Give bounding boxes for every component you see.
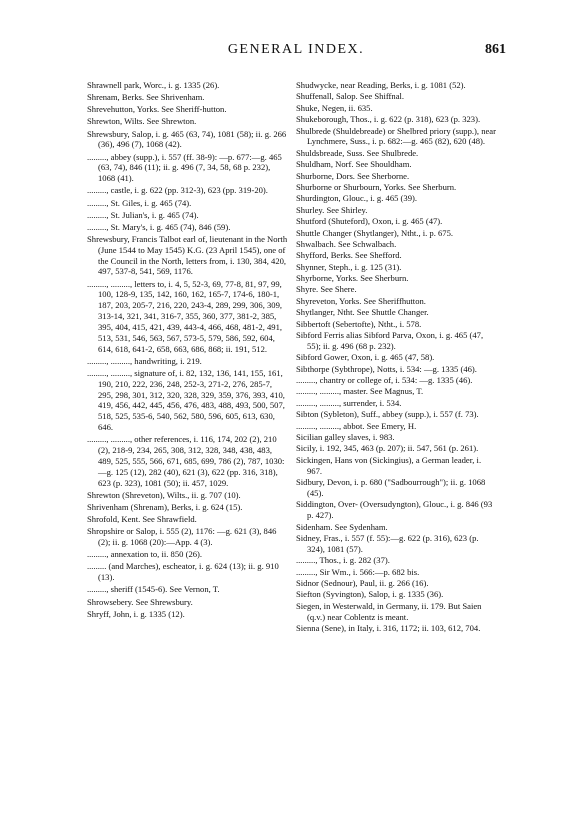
index-entry: Shrenam, Berks. See Shrivenham. (87, 92, 205, 103)
index-entry: ........., Thos., i. g. 282 (37). (296, 555, 390, 566)
index-entry: Shudwycke, near Reading, Berks, i. g. 1081 (52). (296, 80, 466, 90)
index-entry: Shuldham, Norf. See Shouldham. (296, 159, 412, 170)
index-entry: Siegen, in Westerwald, in Germany, ii. 179. But Saien (q.v.) near Coblentz is meant. (296, 600, 482, 622)
index-entry: Shrowsebery. See Shrewsbury. (87, 596, 193, 607)
index-entry: ........., ........., letters to, i. 4, 5, 52-3, 69, 77-8, 81, 97, 99, 100, 128-9, 135, 142, 160, 162, 165-7, 174-6, 180-1, 187, 203, 205-7, 216, 220, 243-4, 289, 299, 306, 309, 313-14, 321, 341, 316-7, 355, 360, 377, 381-2, 385, 395, 404, 415, 421, 439, 443-4, 466, 468, 481-2, 491, 513, 531, 546, 563, 567, 573-5, 579, 586, 592, 604, 614, 618, 641-2, 658, 663, 686, 868; ii. 191, 512. (87, 278, 283, 354)
right-column (296, 80, 498, 634)
index-entry: Shrevehutton, Yorks. See Sheriff-hutton. (87, 104, 227, 115)
index-entry: Shuffenall, Salop. See Shiffnal. (296, 91, 405, 102)
index-entry: Shyre. See Shere. (296, 284, 357, 295)
index-entry: Sicilian galley slaves, i. 983. (296, 432, 395, 443)
index-entry: Shynner, Steph., i. g. 125 (31). (296, 261, 402, 272)
index-entry: ........., ........., master. See Magnus, T. (296, 386, 424, 397)
index-entry: ........., ........., surrender, i. 534. (296, 397, 402, 408)
index-entry: ........., castle, i. g. 622 (pp. 312-3), 623 (pp. 319-20). (87, 185, 268, 196)
index-entry: Sidney, Fras., i. 557 (f. 55):—g. 622 (p. 316), 623 (p. 324), 1081 (57). (296, 532, 479, 554)
index-entry: ........., ........., signature of, i. 82, 132, 136, 141, 155, 161, 190, 210, 222, 236, 248, 252-3, 271-2, 276, 285-7, 295, 298, 301, 312, 320, 328, 329, 359, 376, 393, 410, 419, 456, 442, 445, 456, 476, 483, 488, 493, 500, 507, 518, 525, 535-6, 540, 562, 580, 596, 605, 613, 630, 646. (87, 367, 285, 433)
left-column (87, 80, 289, 621)
index-entry: Shuke, Negen, ii. 635. (296, 102, 373, 113)
index-entry: Sibford Gower, Oxon, i. g. 465 (47, 58). (296, 352, 435, 363)
index-entry: Sibford Ferris alias Sibford Parva, Oxon, i. g. 465 (47, 55); ii. g. 496 (68 p. 232). (296, 330, 484, 351)
index-entry: ........., St. Julian's, i. g. 465 (74). (87, 209, 199, 220)
index-entry: Shrewsbury, Francis Talbot earl of, lieutenant in the North (June 1544 to May 1545) K.G. (23 April 1545), one of the Council in the North, letters from, i. 130, 384, 420, 497, 537-8, 541, 569, 1176. (87, 233, 288, 277)
index-entry: Shropshire or Salop, i. 555 (2), 1176: —g. 621 (3), 846 (2); ii. g. 1068 (20):—App. 4 (3). (87, 526, 277, 548)
index-entry: Shrewsbury, Salop, i. g. 465 (63, 74), 1081 (58); ii. g. 266 (36), 496 (7), 1068 (42). (87, 128, 287, 150)
index-entry: Shrofold, Kent. See Shrawfield. (87, 514, 197, 525)
index-entry: ........., ........., other references, i. 116, 174, 202 (2), 210 (2), 218-9, 234, 265, 308, 312, 328, 348, 438, 483, 489, 525, 555, 566, 671, 685, 699, 786 (2), 787, 1030:—g. 125 (12), 282 (40), 621 (3), 622 (pp. 316, 318), 623 (p. 323), 1081 (50); ii. 457, 1029. (87, 434, 285, 488)
index-entry: ........., ........., abbot. See Emery, H. (296, 420, 417, 431)
index-entry: Shrawnell park, Worc., i. g. 1335 (26). (87, 80, 220, 90)
index-entry: Shrewton, Wilts. See Shrewton. (87, 116, 197, 127)
index-entry: Shuttle Changer (Shytlanger), Ntht., i. p. 675. (296, 227, 454, 238)
index-entry: ........., sheriff (1545-6). See Vernon, T. (87, 584, 220, 595)
index-entry: Shwalbach. See Schwalbach. (296, 238, 397, 249)
index-entry: ......... (and Marches), escheator, i. g. 624 (13); ii. g. 910 (13). (87, 561, 279, 583)
index-entry: Shukeborough, Thos., i. g. 622 (p. 318), 623 (p. 323). (296, 114, 481, 125)
page-number: 861 (485, 42, 506, 57)
index-entry: Shytlanger, Ntht. See Shuttle Changer. (296, 307, 429, 318)
index-entry: Siddington, Over- (Oversudyngton), Glouc., i. g. 846 (93 p. 427). (296, 499, 493, 521)
index-entry: ........., St. Giles, i. g. 465 (74). (87, 197, 192, 208)
index-entry: ........., abbey (supp.), i. 557 (ff. 38-9): —p. 677:—g. 465 (63, 74), 846 (11); ii. g. 496 (7, 34, 58, 68 p. 232), 1068 (41). (87, 151, 282, 184)
index-entry: Sidbury, Devon, i. p. 680 ("Sadbourrough"); ii. g. 1068 (45). (296, 477, 486, 498)
running-title: GENERAL INDEX. (227, 42, 365, 57)
index-entry: Siefton (Syvington), Salop, i. g. 1335 (36). (296, 589, 444, 600)
index-entry: Shuldsbreade, Suss. See Shulbrede. (296, 147, 419, 158)
index-entry: Sibthorpe (Sybthrope), Notts, i. 534: —g. 1335 (46). (296, 363, 477, 374)
index-entry: Sicily, i. 192, 345, 463 (p. 207); ii. 547, 561 (p. 261). (296, 443, 479, 454)
index-entry: Shyreveton, Yorks. See Sheriffhutton. (296, 295, 426, 306)
index-entry: Sidnor (Sednour), Paul, ii. g. 266 (16). (296, 577, 429, 588)
index-entry: Sidenham. See Sydenham. (296, 521, 388, 532)
index-entry: Shutford (Shuteford), Oxon, i. g. 465 (47). (296, 216, 443, 227)
index-entry: ........., Sir Wm., i. 566:—p. 682 bis. (296, 566, 420, 577)
index-entry: Sibton (Sybleton), Suff., abbey (supp.), i. 557 (f. 73). (296, 409, 479, 420)
index-entry: ........., chantry or college of, i. 534: —g. 1335 (46). (296, 375, 473, 386)
page-header (86, 42, 506, 62)
index-entry: Sienna (Sene), in Italy, i. 316, 1172; ii. 103, 612, 704. (296, 622, 481, 633)
index-entry: Shyfford, Berks. See Shefford. (296, 250, 402, 261)
index-entry: Shurborne, Dors. See Sherborne. (296, 170, 410, 181)
index-entry: Shulbrede (Shuldebreade) or Shelbred priory (supp.), near Lynchmere, Suss., i. p. 682:—g. 465 (82), 620 (48). (296, 125, 496, 147)
index-entry: Shrivenham (Shrenam), Berks, i. g. 624 (15). (87, 501, 243, 512)
index-entry: ........., ........., handwriting, i. 219. (87, 355, 202, 366)
index-entry: Shyrborne, Yorks. See Sherburn. (296, 273, 409, 284)
index-entry: Shrewton (Shreveton), Wilts., ii. g. 707 (10). (87, 489, 241, 500)
index-entry: Shryff, John, i. g. 1335 (12). (87, 608, 185, 619)
index-entry: Shurborne or Shurbourn, Yorks. See Sherburn. (296, 181, 457, 192)
index-entry: ........., annexation to, ii. 850 (26). (87, 549, 203, 560)
index-entry: Shurdington, Glouc., i. g. 465 (39). (296, 193, 418, 204)
index-entry: Shurley. See Shirley. (296, 204, 368, 215)
index-entry: Sickingen, Hans von (Sickingius), a German leader, i. 967. (296, 454, 482, 476)
index-entry: Sibbertoft (Sebertofte), Ntht., i. 578. (296, 318, 422, 329)
index-entry: ........., St. Mary's, i. g. 465 (74), 846 (59). (87, 221, 231, 232)
